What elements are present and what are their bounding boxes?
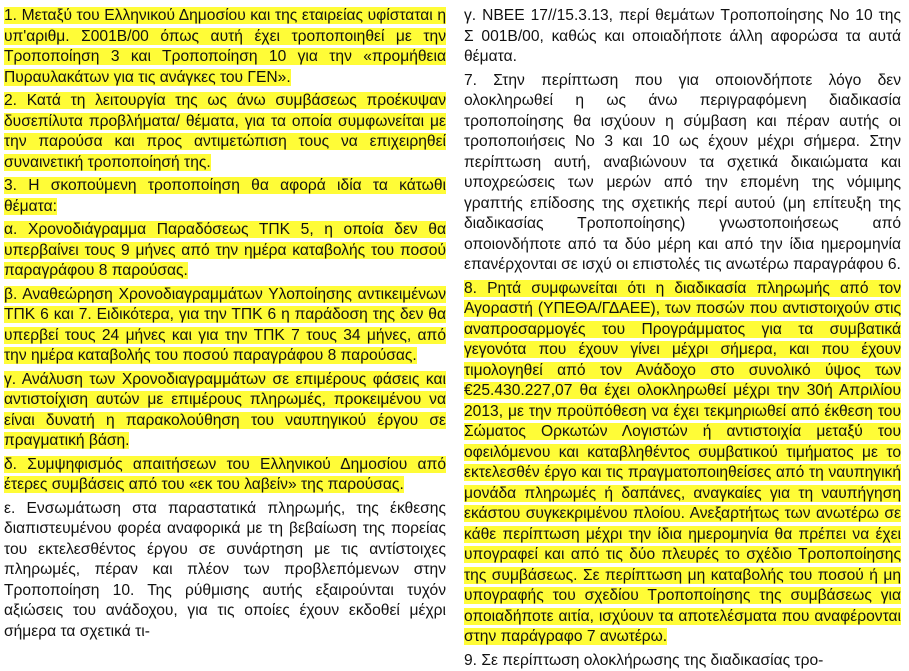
paragraph-item-gamma: γ. ΝΒΕΕ 17//15.3.13, περί θεμάτων Τροποποίησης Νο 10 της Σ 001Β/00, καθώς και οποιαδήποτε άλλη αφορώσα τα αυτά θέματα. (464, 6, 901, 68)
paragraph-3-epsilon: ε. Ενσωμάτωση στα παραστατικά πληρωμής, της έκθεσης διαπιστευμένου φορέα αναφορικά με τη βεβαίωση της πορείας του εκτελεσθέντος έργου σε συνάρτηση με τις αντίστοιχες πληρωμές, πέραν και πλέον των προβλεπόμενων στην Τροποποίηση 10. Της ρύθμισης αυτής εξαιρούνται τυχόν αξιώσεις του ανάδοχου, για τις οποίες έχουν εκδοθεί μέχρι σήμερα τα σχετικά τι- (4, 499, 446, 643)
paragraph-3: 3. Η σκοπούμενη τροποποίηση θα αφορά ιδία τα κάτωθι θέματα: (4, 176, 446, 217)
paragraph-9: 9. Σε περίπτωση ολοκλήρωσης της διαδικασίας τρο- (464, 651, 901, 671)
paragraph-7: 7. Στην περίπτωση που για οποιονδήποτε λόγο δεν ολοκληρωθεί η ως άνω περιγραφόμενη διαδικασία τροποποίησης θα ισχύουν η σύμβαση και πέραν αυτής οι τροποποιήσεις Νο 3 και 10 ως έχουν μέχρι σήμερα. Στην περίπτωση αυτή, αναβιώνουν τα σχετικά δικαιώματα και υποχρεώσεις των μερών από την επομένη της νόμιμης γραπτής επίδοσης της σχετικής περί αυτού (μη επίτευξη της διαδικασίας Τροποποίησης) γνωστοποιήσεως από οποιονδήποτε από τα δύο μέρη και από την ίδια ημερομηνία επανέρχονται σε ισχύ οι επιστολές τις ανωτέρω παραγράφου 6. (464, 71, 901, 276)
paragraph-1: 1. Μεταξύ του Ελληνικού Δημοσίου και της εταιρείας υφίσταται η υπ'αριθμ. Σ001Β/00 όπως αυτή έχει τροποποιηθεί με την Τροποποίηση 3 και Τροποποίηση 10 για την «προμήθεια Πυραυλακάτων για τις ανάγκες του ΓΕΝ». (4, 6, 446, 88)
paragraph-3-alpha: α. Χρονοδιάγραμμα Παραδόσεως ΤΠΚ 5, η οποία δεν θα υπερβαίνει τους 9 μήνες από την ημέρα καταβολής του ποσού παραγράφου 8 παρούσας. (4, 220, 446, 282)
paragraph-3-gamma: γ. Ανάλυση των Χρονοδιαγραμμάτων σε επιμέρους φάσεις και αντιστοίχιση αυτών με επιμέρους πληρωμές, προκειμένου να είναι δυνατή η παρακολούθηση του ναυπηγικού έργου σε πραγματική βάση. (4, 370, 446, 452)
right-column (452, 6, 909, 661)
paragraph-3-delta: δ. Συμψηφισμός απαιτήσεων του Ελληνικού Δημοσίου από έτερες συμβάσεις από του «εκ του λαβείν» της παρούσας. (4, 455, 446, 496)
paragraph-2: 2. Κατά τη λειτουργία της ως άνω συμβάσεως προέκυψαν δυσεπίλυτα προβλήματα/ θέματα, για τα οποία συμφωνείται με την παρούσα και προς αντιμετώπιση τους να επιχειρηθεί συναινετική τροποποίησή της. (4, 91, 446, 173)
paragraph-8: 8. Ρητά συμφωνείται ότι η διαδικασία πληρωμής από τον Αγοραστή (ΥΠΕΘΑ/ΓΔΑΕΕ), των ποσών που αντιστοιχούν στις αναπροσαρμογές του Προγράμματος για τα συμβατικά γεγονότα που έχουν γίνει μέχρι σήμερα, και που έχουν τιμολογηθεί από τον Ανάδοχο στο συνολικό ύψος των €25.430.227,07 θα έχει ολοκληρωθεί μέχρι την 30ή Απριλίου 2013, με την προϋπόθεση να έχει τεκμηριωθεί από έκθεση του Σώματος Ορκωτών Λογιστών ή αντιστοιχία μεταξύ του οφειλόμενου και καταβληθέντος συμβατικού τιμήματος με το εκτελεσθέν έργο και τις πραγματοποιηθείσες από τη ναυπηγική μονάδα πληρωμές ή δαπάνες, αναγκαίες για τη ναυπήγηση εκάστου συγκεκριμένου πλοίου. Ανεξαρτήτως των ανωτέρω σε κάθε περίπτωση μέχρι την ίδια ημερομηνία θα πρέπει να έχει υπογραφεί και από τις δύο πλευρές το σχέδιο Τροποποίησης της συμβάσεως. Σε περίπτωση μη καταβολής του ποσού ή μη υπογραφής του σχεδίου Τροποποίησης της συμβάσεως για οποιαδήποτε αιτία, ισχύουν τα αποτελέσματα που αναφέρονται στην παράγραφο 7 ανωτέρω. (464, 279, 901, 648)
paragraph-3-beta: β. Αναθεώρηση Χρονοδιαγραμμάτων Υλοποίησης αντικειμένων ΤΠΚ 6 και 7. Ειδικότερα, για την ΤΠΚ 6 η παράδοση της δεν θα υπερβεί τους 24 μήνες και για την ΤΠΚ 7 τους 34 μήνες, από την ημέρα καταβολής του ποσού παραγράφου 8 παρούσας. (4, 285, 446, 367)
left-column (0, 6, 452, 661)
